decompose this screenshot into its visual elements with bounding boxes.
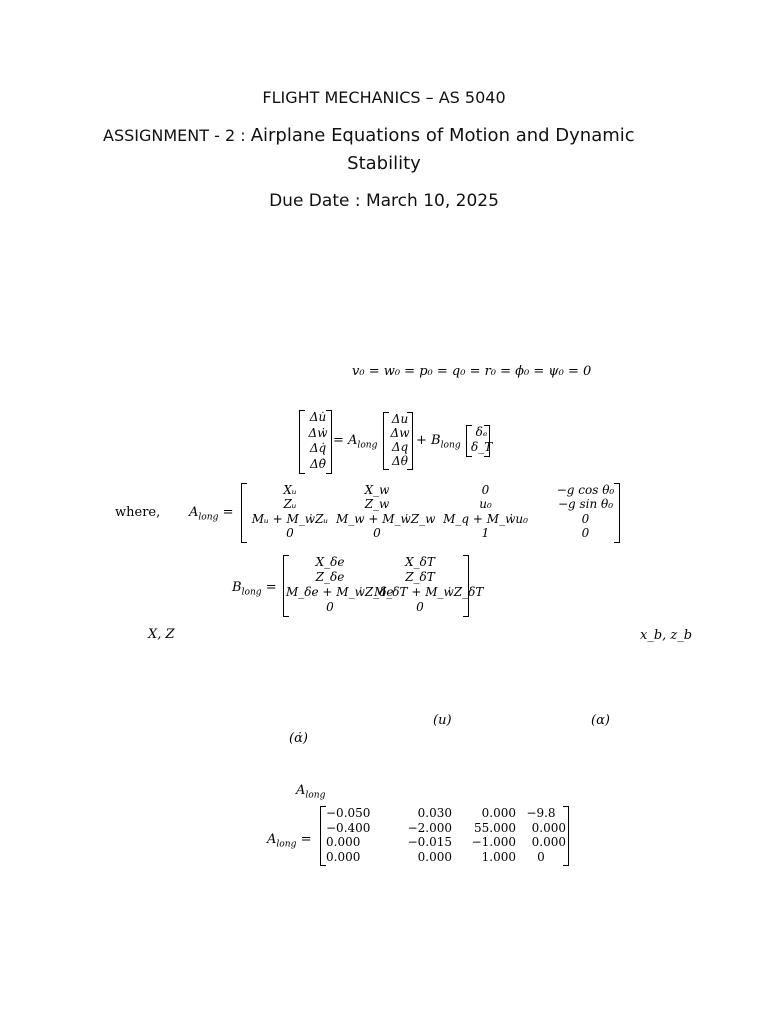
state-dot-entry: Δq̇ [309,441,327,456]
a-matrix-cell: 0 [581,526,590,541]
numeric-cell: 0.000 [326,849,361,864]
where-label: where, [115,505,161,520]
a-matrix-cell: Xᵤ [283,482,297,497]
alpha-symbol: (α) [591,713,610,728]
b-label-eq: = [265,580,277,595]
a-long-matrix [244,483,618,541]
b-matrix-cell: X_δe [315,555,345,569]
control-entry: δₑ [475,425,488,439]
state-bracket-right [407,412,413,470]
numeric-cell: −9.8 [526,806,556,820]
equals-a-long [333,433,377,451]
numeric-cell: −2.000 [407,820,452,835]
a-matrix-cell: Mᵤ + M_ẇZᵤ [251,511,329,526]
alpha-dot-symbol: (α̇) [289,731,308,746]
state-dot-entry: Δu̇ [309,410,327,425]
numeric-cell: −0.050 [326,806,371,820]
force-symbols-xz: X, Z [148,627,175,642]
a-matrix-cell: 0 [286,526,294,541]
state-entry: Δθ [392,453,408,468]
numeric-cell: 0.000 [531,835,566,849]
state-entry: Δq [391,439,409,454]
assignment-title-line2: Stability [347,153,421,174]
numeric-matrix-bracket-right [563,806,569,866]
b-matrix-bracket-right [463,555,469,617]
a-subscript: long [357,440,378,451]
body-axes-xb-zb: x_b, z_b [640,628,693,643]
b-matrix-cell: Z_δT [405,570,435,584]
b-matrix-cell: 0 [416,600,424,614]
assignment-prefix: ASSIGNMENT - 2 : [103,126,251,145]
numeric-cell: 0.000 [481,806,516,820]
a-matrix-cell: −g sin θ₀ [557,497,614,512]
a-matrix-cell: 0 [581,511,590,526]
state-entry: Δu [391,411,409,426]
numeric-cell: −0.015 [407,835,452,849]
u-symbol: (u) [433,713,452,728]
equals-a-text: = A [333,433,358,448]
a-label-text: A [189,505,199,520]
course-title: FLIGHT MECHANICS – AS 5040 [262,88,506,107]
numeric-a-long-matrix [326,806,566,864]
b-matrix-cell: X_δT [405,555,435,569]
a-matrix-cell: u₀ [479,497,492,512]
state-dot-entry: Δθ̇ [310,456,326,471]
a-label-eq: = [222,505,234,520]
a-ref-sub: long [305,790,326,801]
a-matrix-cell: 0 [373,526,381,541]
numeric-cell: 0.000 [417,849,452,864]
numeric-cell: −0.400 [326,820,371,835]
b-matrix-cell: M_δe + M_ẇZ_δe [286,585,394,599]
due-date: Due Date : March 10, 2025 [269,191,499,211]
a-ref-text: A [296,783,306,798]
a-matrix-cell: M_w + M_ẇZ_w [336,511,436,526]
b-matrix-cell: 0 [326,600,334,614]
a-matrix-cell: M_q + M_ẇu₀ [443,511,528,526]
numeric-cell: 0 [537,849,545,864]
b-subscript: long [440,440,461,451]
b-matrix-cell: M_δT + M_ẇZ_δT [374,585,484,599]
a-matrix-cell: Z_w [364,497,390,512]
b-long-label [232,580,277,598]
assignment-title-line1: Airplane Equations of Motion and Dynamic [250,125,635,146]
state-entry: Δw [390,425,410,440]
numeric-cell: 0.000 [326,835,361,849]
numeric-cell: 1.000 [481,849,516,864]
b-matrix-cell: Z_δe [315,570,345,584]
control-bracket-right [484,425,490,457]
numeric-cell: −1.000 [471,835,516,849]
state-dot-entry: Δẇ [308,425,328,440]
numeric-label-eq: = [300,832,312,847]
numeric-label-sub: long [276,839,297,850]
assignment-title [103,125,635,146]
a-matrix-cell: Zᵤ [283,497,297,512]
plus-b-text: + B [416,433,441,448]
a-matrix-cell: −g cos θ₀ [556,482,615,497]
a-long-reference [296,783,325,801]
a-long-label [189,505,234,523]
state-dot-bracket-right [326,410,332,474]
b-label-text: B [232,580,242,595]
b-label-sub: long [241,587,262,598]
numeric-cell: 0.030 [417,806,452,820]
numeric-cell: 55.000 [474,820,516,835]
numeric-a-long-label [267,832,312,850]
numeric-cell: 0.000 [531,820,566,835]
a-matrix-bracket-right [614,483,620,543]
trim-condition-equation: v₀ = w₀ = p₀ = q₀ = r₀ = ϕ₀ = ψ₀ = 0 [352,364,592,379]
a-matrix-cell: 1 [481,526,490,541]
a-matrix-cell: 0 [481,482,490,497]
numeric-label-text: A [267,832,277,847]
b-long-matrix [286,555,484,615]
control-entry: δ_T [471,440,493,454]
plus-b-long [416,433,461,451]
a-label-sub: long [198,512,219,523]
a-matrix-cell: X_w [364,482,390,497]
